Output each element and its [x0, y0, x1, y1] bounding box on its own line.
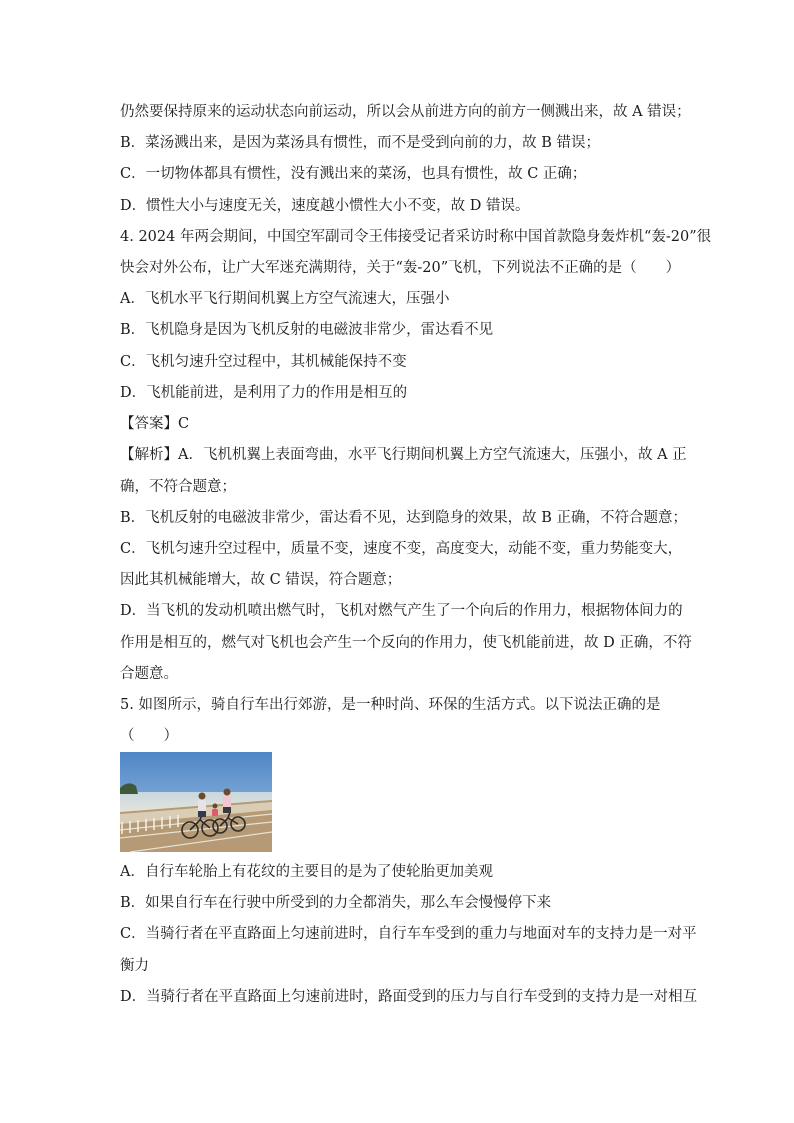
answer-line: 【答案】C	[120, 416, 190, 432]
analysis-line: D．当飞机的发动机喷出燃气时，飞机对燃气产生了一个向后的作用力，根据物体间力的	[120, 603, 683, 619]
analysis-line: 作用是相互的，燃气对飞机也会产生一个反向的作用力，使飞机能前进，故 D 正确，不符	[120, 635, 692, 651]
analysis-line: 【解析】A．飞机机翼上表面弯曲，水平飞行期间机翼上方空气流速大，压强小，故 A 正	[120, 447, 687, 463]
question-4-option-c: C．飞机匀速升空过程中，其机械能保持不变	[120, 354, 407, 370]
question-4-stem: 4. 2024 年两会期间，中国空军副司令王伟接受记者采访时称中国首款隐身轰炸机“轰-20”很	[120, 229, 712, 245]
question-4-option-b: B．飞机隐身是因为飞机反射的电磁波非常少，雷达看不见	[120, 322, 494, 338]
analysis-line: 因此其机械能增大，故 C 错误，符合题意；	[120, 572, 402, 588]
question-5-option-a: A．自行车轮胎上有花纹的主要目的是为了使轮胎更加美观	[120, 864, 493, 880]
text-line: C．一切物体都具有惯性，没有溅出来的菜汤，也具有惯性，故 C 正确；	[120, 166, 587, 182]
question-5-stem: 5. 如图所示，骑自行车出行郊游，是一种时尚、环保的生活方式。以下说法正确的是	[120, 697, 661, 713]
question-4-option-d: D．飞机能前进，是利用了力的作用是相互的	[120, 385, 408, 401]
question-5-option-c: C．当骑行者在平直路面上匀速前进时，自行车车受到的重力与地面对车的支持力是一对平	[120, 926, 697, 942]
question-5-stem: （ ）	[120, 728, 178, 744]
cyclists-photo	[120, 752, 272, 852]
analysis-line: 确，不符合题意；	[120, 479, 236, 495]
question-5-option-b: B．如果自行车在行驶中所受到的力全都消失，那么车会慢慢停下来	[120, 895, 552, 911]
text-line: D．惯性大小与速度无关，速度越小惯性大小不变，故 D 错误。	[120, 198, 530, 214]
analysis-line: B．飞机反射的电磁波非常少，雷达看不见，达到隐身的效果，故 B 正确，不符合题意；	[120, 510, 688, 526]
text-line: B．菜汤溅出来，是因为菜汤具有惯性，而不是受到向前的力，故 B 错误；	[120, 135, 601, 151]
text-line: 仍然要保持原来的运动状态向前运动，所以会从前进方向的前方一侧溅出来，故 A 错误；	[120, 104, 691, 120]
analysis-line: C．飞机匀速升空过程中，质量不变，速度不变，高度变大，动能不变，重力势能变大，	[120, 541, 683, 557]
question-5-option-d: D．当骑行者在平直路面上匀速前进时，路面受到的压力与自行车受到的支持力是一对相互	[120, 989, 698, 1005]
question-5-option-c: 衡力	[120, 958, 149, 974]
question-4-option-a: A．飞机水平飞行期间机翼上方空气流速大，压强小	[120, 291, 450, 307]
question-4-stem: 快会对外公布，让广大军迷充满期待，关于“轰-20”飞机，下列说法不正确的是（ ）	[120, 260, 681, 276]
analysis-line: 合题意。	[120, 666, 178, 682]
